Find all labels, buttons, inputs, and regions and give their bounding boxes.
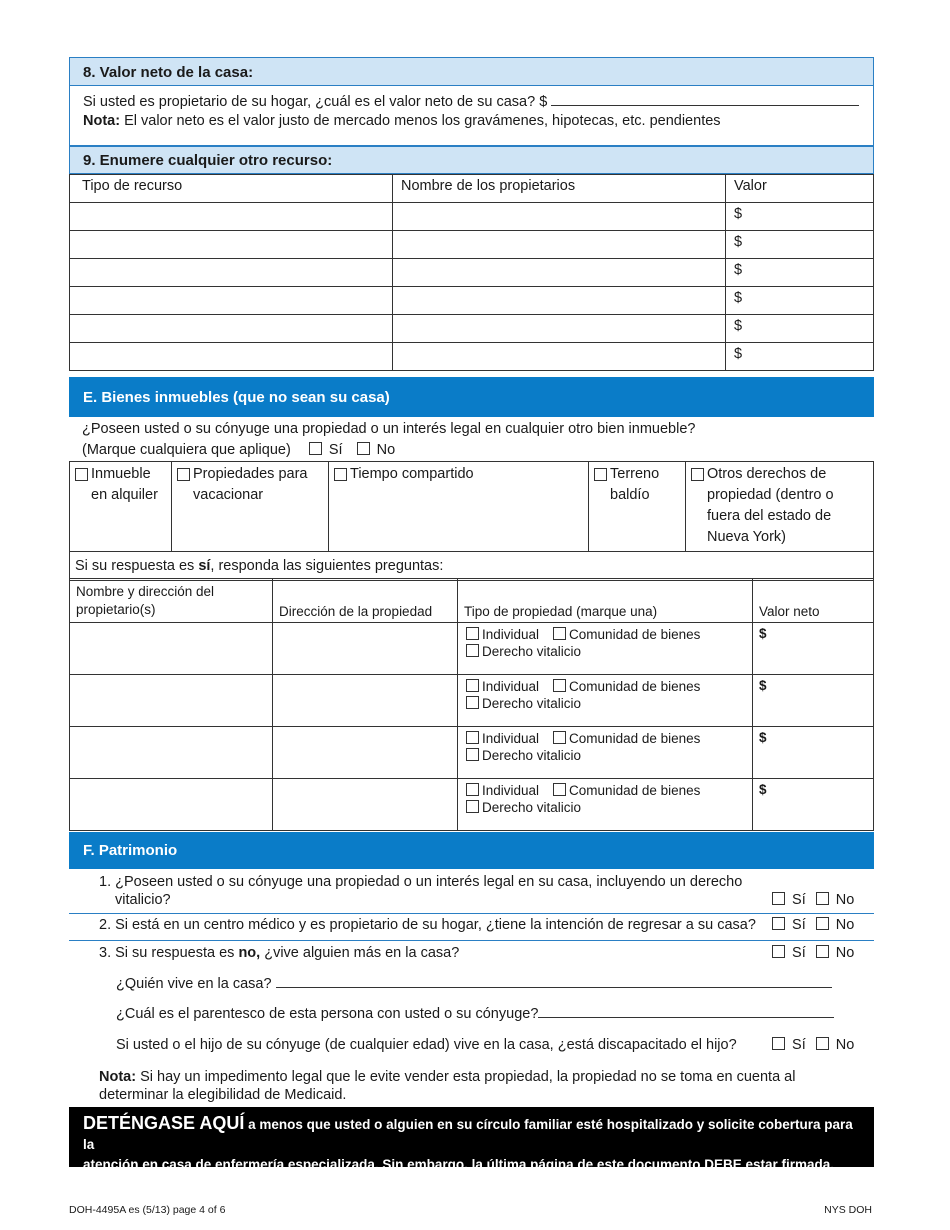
home-value-field[interactable]: [551, 105, 859, 106]
real-estate-question-line2: (Marque cualquiera que aplique): [82, 442, 291, 458]
section-e-title: E. Bienes inmuebles (que no sean su casa): [83, 388, 390, 406]
property-details-table: [69, 578, 874, 831]
checkbox[interactable]: [816, 945, 829, 958]
checkbox[interactable]: [466, 731, 479, 744]
ownership-type-cell: Individual Comunidad de bienes Derecho vitalicio: [458, 727, 753, 779]
value-cell[interactable]: $: [726, 259, 874, 287]
table-row: [70, 287, 874, 315]
section-e-header: [69, 377, 874, 417]
relationship-question: ¿Cuál es el parentesco de esta persona con usted o su cónyuge?: [116, 1006, 834, 1022]
type-rental[interactable]: Inmueble en alquiler: [70, 462, 172, 552]
owner-cell[interactable]: [70, 675, 273, 727]
table-row: [70, 779, 874, 831]
resource-type-cell[interactable]: [70, 203, 393, 231]
checkbox[interactable]: [816, 1037, 829, 1050]
owners-cell[interactable]: [393, 343, 726, 371]
section-8-body: [69, 86, 874, 146]
checkbox[interactable]: [466, 696, 479, 709]
table-row: [70, 259, 874, 287]
resource-type-cell[interactable]: [70, 259, 393, 287]
checkbox[interactable]: [357, 442, 370, 455]
section-9-header: [69, 146, 874, 174]
owners-cell[interactable]: [393, 203, 726, 231]
property-types-table: [69, 461, 874, 581]
real-estate-question: [82, 419, 872, 461]
agency-label: NYS DOH: [824, 1204, 872, 1216]
col-header: Nombre de los propietarios: [393, 175, 726, 203]
type-other-rights[interactable]: Otros derechos de propiedad (dentro o fuera del estado de Nueva York): [686, 462, 874, 552]
checkbox[interactable]: [816, 917, 829, 930]
value-cell[interactable]: $: [726, 315, 874, 343]
who-lives-question: ¿Quién vive en la casa?: [116, 976, 832, 992]
real-estate-yes[interactable]: Sí: [309, 442, 343, 458]
form-id: DOH-4495A es (5/13) page 4 of 6: [69, 1204, 226, 1216]
owners-cell[interactable]: [393, 259, 726, 287]
legal-impediment-note: Nota: Si hay un impedimento legal que le evite vender esta propiedad, la propiedad no se toma en cuenta al determinar la elegibilidad de Medicaid.: [99, 1069, 796, 1103]
address-cell[interactable]: [273, 675, 458, 727]
relationship-field[interactable]: [538, 1017, 834, 1018]
col-header: Tipo de propiedad (marque una): [458, 579, 753, 623]
owner-cell[interactable]: [70, 623, 273, 675]
checkbox[interactable]: [594, 468, 607, 481]
note-label: Nota:: [83, 113, 121, 129]
section-f-header: [69, 832, 874, 869]
question-1: 1. ¿Poseen usted o su cónyuge una propiedad o un interés legal en su casa, incluyendo un derecho vitalicio?: [99, 874, 743, 908]
table-row: [70, 675, 874, 727]
question-3: 3. Si su respuesta es no, ¿vive alguien más en la casa?: [99, 945, 460, 961]
checkbox[interactable]: [466, 748, 479, 761]
address-cell[interactable]: [273, 779, 458, 831]
section-8-title: 8. Valor neto de la casa:: [83, 64, 254, 81]
ownership-type-cell: Individual Comunidad de bienes Derecho vitalicio: [458, 623, 753, 675]
checkbox[interactable]: [466, 783, 479, 796]
checkbox[interactable]: [772, 892, 785, 905]
checkbox[interactable]: [553, 783, 566, 796]
value-cell[interactable]: $: [726, 231, 874, 259]
owner-cell[interactable]: [70, 727, 273, 779]
checkbox[interactable]: [177, 468, 190, 481]
checkbox[interactable]: [691, 468, 704, 481]
col-header: Valor neto: [753, 579, 874, 623]
note-text: El valor neto es el valor justo de mercado menos los gravámenes, hipotecas, etc. pendientes: [120, 113, 721, 129]
resource-type-cell[interactable]: [70, 231, 393, 259]
q3-answer: Sí No: [772, 945, 854, 961]
checkbox[interactable]: [553, 679, 566, 692]
checkbox[interactable]: [772, 945, 785, 958]
checkbox[interactable]: [75, 468, 88, 481]
resource-type-cell[interactable]: [70, 315, 393, 343]
type-vacant-land[interactable]: Terreno baldío: [589, 462, 686, 552]
checkbox[interactable]: [466, 627, 479, 640]
disabled-child-question: Si usted o el hijo de su cónyuge (de cualquier edad) vive en la casa, ¿está discapacitado el hijo?: [116, 1037, 737, 1053]
table-row: [70, 231, 874, 259]
owners-cell[interactable]: [393, 287, 726, 315]
home-value-question: Si usted es propietario de su hogar, ¿cuál es el valor neto de su casa? $: [83, 94, 548, 110]
checkbox[interactable]: [553, 627, 566, 640]
table-row: [70, 727, 874, 779]
child-answer: Sí No: [772, 1037, 854, 1053]
value-cell[interactable]: $: [726, 287, 874, 315]
checkbox[interactable]: [772, 1037, 785, 1050]
checkbox[interactable]: [816, 892, 829, 905]
if-yes-instruction: Si su respuesta es sí, responda las siguientes preguntas:: [70, 552, 874, 581]
net-value-cell[interactable]: $: [753, 779, 874, 831]
table-row: [70, 623, 874, 675]
owners-cell[interactable]: [393, 315, 726, 343]
checkbox[interactable]: [334, 468, 347, 481]
real-estate-question-line1: ¿Poseen usted o su cónyuge una propiedad o un interés legal en cualquier otro bien inmueble?: [82, 421, 696, 437]
owners-cell[interactable]: [393, 231, 726, 259]
type-vacation[interactable]: Propiedades para vacacionar: [172, 462, 329, 552]
other-resources-table: [69, 174, 874, 371]
checkbox[interactable]: [309, 442, 322, 455]
checkbox[interactable]: [553, 731, 566, 744]
checkbox[interactable]: [466, 800, 479, 813]
value-cell[interactable]: $: [726, 203, 874, 231]
checkbox[interactable]: [772, 917, 785, 930]
type-timeshare[interactable]: Tiempo compartido: [329, 462, 589, 552]
ownership-type-cell: Individual Comunidad de bienes Derecho vitalicio: [458, 779, 753, 831]
section-8-header: [69, 57, 874, 86]
table-row: [70, 343, 874, 371]
stop-banner: DETÉNGASE AQUÍ a menos que usted o alguien en su círculo familiar esté hospitalizado y solicite cobertura para la atención en casa de enfermería especializada. Sin embargo, la última página de este documento DEBE estar firmada.: [69, 1107, 874, 1167]
checkbox[interactable]: [466, 679, 479, 692]
who-lives-field[interactable]: [276, 987, 832, 988]
section-9-title: 9. Enumere cualquier otro recurso:: [83, 152, 333, 169]
divider: [69, 913, 874, 914]
owner-cell[interactable]: [70, 779, 273, 831]
resource-type-cell[interactable]: [70, 343, 393, 371]
real-estate-no[interactable]: No: [357, 442, 396, 458]
table-row: [70, 203, 874, 231]
stop-title: DETÉNGASE AQUÍ: [83, 1113, 245, 1133]
net-value-cell[interactable]: $: [753, 675, 874, 727]
table-row: [70, 315, 874, 343]
net-value-cell[interactable]: $: [753, 727, 874, 779]
col-header: Nombre y dirección del propietario(s): [70, 579, 273, 623]
q1-answer: Sí No: [772, 892, 854, 908]
col-header: Valor: [726, 175, 874, 203]
value-cell[interactable]: $: [726, 343, 874, 371]
resource-type-cell[interactable]: [70, 287, 393, 315]
col-header: Tipo de recurso: [70, 175, 393, 203]
checkbox[interactable]: [466, 644, 479, 657]
address-cell[interactable]: [273, 623, 458, 675]
net-value-cell[interactable]: $: [753, 623, 874, 675]
address-cell[interactable]: [273, 727, 458, 779]
section-f-title: F. Patrimonio: [83, 842, 178, 859]
q2-answer: Sí No: [772, 917, 854, 933]
question-2: 2. Si está en un centro médico y es propietario de su hogar, ¿tiene la intención de regresar a su casa?: [99, 917, 756, 933]
ownership-type-cell: Individual Comunidad de bienes Derecho vitalicio: [458, 675, 753, 727]
divider: [69, 940, 874, 941]
col-header: Dirección de la propiedad: [273, 579, 458, 623]
